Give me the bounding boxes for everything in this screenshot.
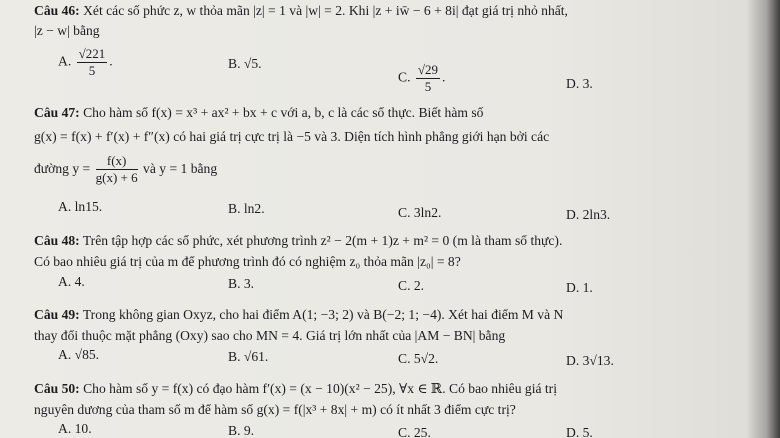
q46-option-c-fraction	[416, 62, 440, 95]
q46-text-line1: Xét các số phức z, w thỏa mãn |z| = 1 và |w| = 2. Khi |z + iw̄ − 6 + 8i| đạt giá trị nhỏ nhất,	[83, 3, 568, 18]
q50-option-d: D. 5.	[566, 425, 593, 438]
q50-line2: nguyên dương của tham số m để hàm số g(x) = f(|x³ + 8x| + m) có ít nhất 3 điểm cực trị?	[34, 402, 516, 417]
q48-option-a: A. 4.	[58, 274, 85, 289]
q46-option-a	[58, 46, 113, 79]
paper-edge-shadow	[746, 0, 780, 438]
q48-option-d: D. 1.	[566, 280, 593, 295]
q47-option-b: B. ln2.	[228, 201, 265, 216]
q46-option-a-numerator: √221	[78, 46, 106, 61]
q47-option-d: D. 2ln3.	[566, 207, 611, 222]
q46-option-a-denominator: 5	[88, 63, 96, 78]
q47-option-a: A. ln15.	[58, 199, 103, 214]
q46-line1	[34, 2, 740, 20]
q46-option-b: B. √5.	[228, 56, 262, 71]
q46-option-c-denominator: 5	[424, 79, 432, 94]
q47-fraction-numerator: f(x)	[96, 153, 138, 170]
q47-line1	[34, 104, 740, 122]
q47-line3-post: và y = 1 bằng	[143, 161, 218, 176]
q49-option-b: B. √61.	[228, 349, 269, 364]
q46-option-c-tail: .	[442, 69, 446, 85]
q46-option-c-label: C.	[398, 69, 411, 85]
q48-label: Câu 48:	[34, 233, 80, 248]
q47-option-c: C. 3ln2.	[398, 205, 442, 220]
q48-line1	[34, 232, 740, 250]
q49-line1	[34, 306, 740, 324]
q49-option-a: A. √85.	[58, 347, 100, 362]
q50-text-line1: Cho hàm số y = f(x) có đạo hàm f′(x) = (x − 10)(x² − 25), ∀x ∈ ℝ. Có bao nhiêu giá trị	[83, 381, 557, 396]
q48-line2: Có bao nhiêu giá trị của m để phương trình đó có nghiệm z₀ thỏa mãn |z₀| = 8?	[34, 254, 461, 269]
q47-line3	[34, 150, 740, 188]
q46-line2: |z − w| bằng	[34, 23, 100, 38]
q47-label: Câu 47:	[34, 105, 80, 120]
q48-text-line1: Trên tập hợp các số phức, xét phương trình z² − 2(m + 1)z + m² = 0 (m là tham số thực).	[82, 233, 563, 248]
q49-option-c: C. 5√2.	[398, 351, 439, 366]
q49-text-line1: Trong không gian Oxyz, cho hai điểm A(1; −3; 2) và B(−2; 1; −4). Xét hai điểm M và N	[82, 307, 564, 322]
q49-option-d: D. 3√13.	[566, 353, 614, 368]
q47-text-line1: Cho hàm số f(x) = x³ + ax² + bx + c với a, b, c là các số thực. Biết hàm số	[83, 105, 484, 120]
q46-option-a-tail: .	[109, 53, 113, 69]
q46-option-a-label: A.	[58, 53, 72, 69]
q50-option-a: A. 10.	[58, 421, 92, 436]
q47-line3-pre: đường y =	[34, 161, 91, 176]
q50-option-c: C. 25.	[398, 425, 431, 438]
q49-label: Câu 49:	[34, 307, 80, 322]
q49-line2: thay đổi thuộc mặt phẳng (Oxy) sao cho MN = 4. Giá trị lớn nhất của |AM − BN| bằng	[34, 328, 506, 343]
q47-fraction	[96, 153, 138, 186]
q48-option-b: B. 3.	[228, 276, 255, 291]
q47-fraction-denominator: g(x) + 6	[95, 170, 138, 186]
q46-option-d: D. 3.	[566, 76, 593, 91]
q46-option-c	[398, 62, 445, 95]
q48-option-c: C. 2.	[398, 278, 425, 293]
q50-line1	[34, 380, 740, 398]
q46-label: Câu 46:	[34, 3, 80, 18]
q50-label: Câu 50:	[34, 381, 80, 396]
q46-option-c-numerator: √29	[417, 62, 439, 77]
q46-option-a-fraction	[77, 46, 108, 79]
q47-line2: g(x) = f(x) + f′(x) + f″(x) có hai giá trị cực trị là −5 và 3. Diện tích hình phẳng giới hạn bởi các	[34, 129, 550, 144]
q50-option-b: B. 9.	[228, 423, 255, 438]
